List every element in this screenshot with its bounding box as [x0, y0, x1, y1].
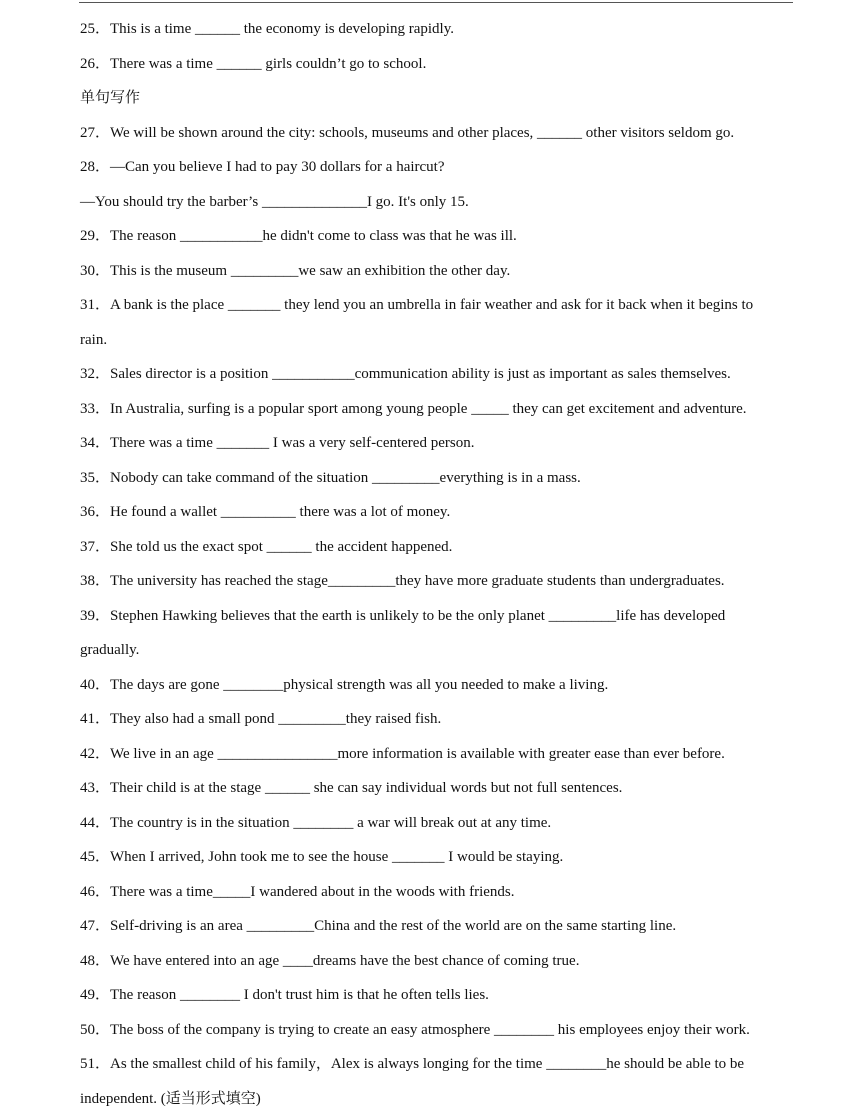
- question-line: [80, 875, 785, 910]
- question-number: 25．: [80, 21, 111, 37]
- question-continuation: [80, 185, 785, 220]
- question-text: The country is in the situation ________ a war will break out at any time.: [110, 814, 552, 831]
- question-text: We have entered into an age ____dreams have the best chance of coming true.: [110, 952, 580, 969]
- question-number: 48．: [80, 952, 111, 969]
- question-number: 47．: [80, 918, 111, 934]
- question-text: We will be shown around the city: schools, museums and other places, ______ other visitors seldom go.: [110, 124, 735, 141]
- question-text: The university has reached the stage_________they have more graduate students than undergraduates.: [110, 573, 725, 589]
- question-text: The days are gone ________physical strength was all you needed to make a living.: [110, 676, 609, 693]
- question-number: 30．: [80, 262, 111, 279]
- question-line: [80, 495, 785, 530]
- question-line: [80, 599, 785, 634]
- question-text: Nobody can take command of the situation _________everything is in a mass.: [110, 469, 581, 486]
- question-text: The reason ___________he didn't come to class was that he was ill.: [110, 228, 517, 244]
- question-number: 35．: [80, 469, 111, 486]
- question-text: —Can you believe I had to pay 30 dollars for a haircut?: [110, 159, 445, 175]
- question-text: As the smallest child of his family，Alex is always longing for the time ________he should be able to be: [110, 1056, 745, 1072]
- question-line: [80, 564, 785, 599]
- question-line: [80, 978, 785, 1013]
- question-number: 36．: [80, 504, 111, 520]
- question-text: The boss of the company is trying to create an easy atmosphere ________ his employees enjoy their work.: [110, 1021, 750, 1038]
- question-continuation: [80, 323, 785, 358]
- question-line: [80, 116, 785, 151]
- question-number: 45．: [80, 849, 111, 865]
- question-number: 51．: [80, 1056, 111, 1072]
- question-text: There was a time_____I wandered about in the woods with friends.: [110, 883, 515, 900]
- question-number: 28．: [80, 159, 111, 175]
- question-number: 29．: [80, 228, 111, 244]
- question-number: 27．: [80, 124, 111, 141]
- question-text: rain.: [80, 331, 108, 348]
- question-text: The reason ________ I don't trust him is that he often tells lies.: [110, 987, 489, 1003]
- question-text: Sales director is a position ___________communication ability is just as important as sales themselves.: [110, 366, 731, 382]
- question-line: [80, 426, 785, 461]
- question-line: [80, 150, 785, 185]
- question-text: When I arrived, John took me to see the house _______ I would be staying.: [110, 849, 564, 865]
- question-line: [80, 1013, 785, 1048]
- question-text: Self-driving is an area _________China and the rest of the world are on the same starting line.: [110, 918, 677, 934]
- question-line: [80, 771, 785, 806]
- question-line: [80, 219, 785, 254]
- question-text: A bank is the place _______ they lend you an umbrella in fair weather and ask for it back when it begins to: [110, 297, 754, 313]
- question-number: 50．: [80, 1021, 111, 1038]
- question-number: 41．: [80, 711, 111, 727]
- question-line: [80, 461, 785, 496]
- question-line: [80, 254, 785, 289]
- question-line: [80, 737, 785, 772]
- question-number: 32．: [80, 366, 111, 382]
- question-line: [80, 1047, 785, 1082]
- question-text: She told us the exact spot ______ the accident happened.: [110, 538, 453, 555]
- question-text: Stephen Hawking believes that the earth is unlikely to be the only planet _________life has developed: [110, 607, 726, 624]
- question-continuation: [80, 633, 785, 668]
- question-line: [80, 668, 785, 703]
- question-text: He found a wallet __________ there was a lot of money.: [110, 504, 451, 520]
- question-number: 42．: [80, 745, 111, 762]
- question-number: 33．: [80, 400, 111, 417]
- question-text: This is a time ______ the economy is developing rapidly.: [110, 21, 454, 37]
- question-line: [80, 47, 785, 82]
- question-text: —You should try the barber’s ______________I go. It's only 15.: [80, 193, 469, 210]
- question-line: [80, 288, 785, 323]
- question-number: 34．: [80, 435, 111, 451]
- section-heading-text: 单句写作: [80, 90, 141, 106]
- question-line: [80, 806, 785, 841]
- question-line: [80, 840, 785, 875]
- question-number: 44．: [80, 814, 111, 831]
- top-rule: [79, 2, 793, 3]
- question-number: 26．: [80, 55, 111, 72]
- question-number: 31．: [80, 297, 111, 313]
- question-number: 46．: [80, 883, 111, 900]
- question-number: 40．: [80, 676, 111, 693]
- question-text: In Australia, surfing is a popular sport among young people _____ they can get excitement and adventure.: [110, 400, 747, 417]
- question-number: 49．: [80, 987, 111, 1003]
- question-line: [80, 944, 785, 979]
- question-number: 37．: [80, 538, 111, 555]
- section-heading: [80, 81, 785, 116]
- question-line: [80, 392, 785, 427]
- question-text: They also had a small pond _________they raised fish.: [110, 711, 442, 727]
- question-text: independent. (适当形式填空): [80, 1090, 261, 1107]
- question-number: 39．: [80, 607, 111, 624]
- question-line: [80, 12, 785, 47]
- question-text: gradually.: [80, 642, 140, 658]
- question-line: [80, 909, 785, 944]
- question-line: [80, 530, 785, 565]
- question-continuation: [80, 1082, 785, 1117]
- question-text: Their child is at the stage ______ she can say individual words but not full sentences.: [110, 780, 623, 796]
- worksheet-page: [80, 12, 785, 1116]
- question-number: 43．: [80, 780, 111, 796]
- question-line: [80, 357, 785, 392]
- question-text: There was a time _______ I was a very self-centered person.: [110, 435, 475, 451]
- question-text: This is the museum _________we saw an exhibition the other day.: [110, 262, 511, 279]
- question-number: 38．: [80, 573, 111, 589]
- question-text: There was a time ______ girls couldn’t go to school.: [110, 55, 427, 72]
- question-text: We live in an age ________________more information is available with greater ease than ever before.: [110, 745, 725, 762]
- question-line: [80, 702, 785, 737]
